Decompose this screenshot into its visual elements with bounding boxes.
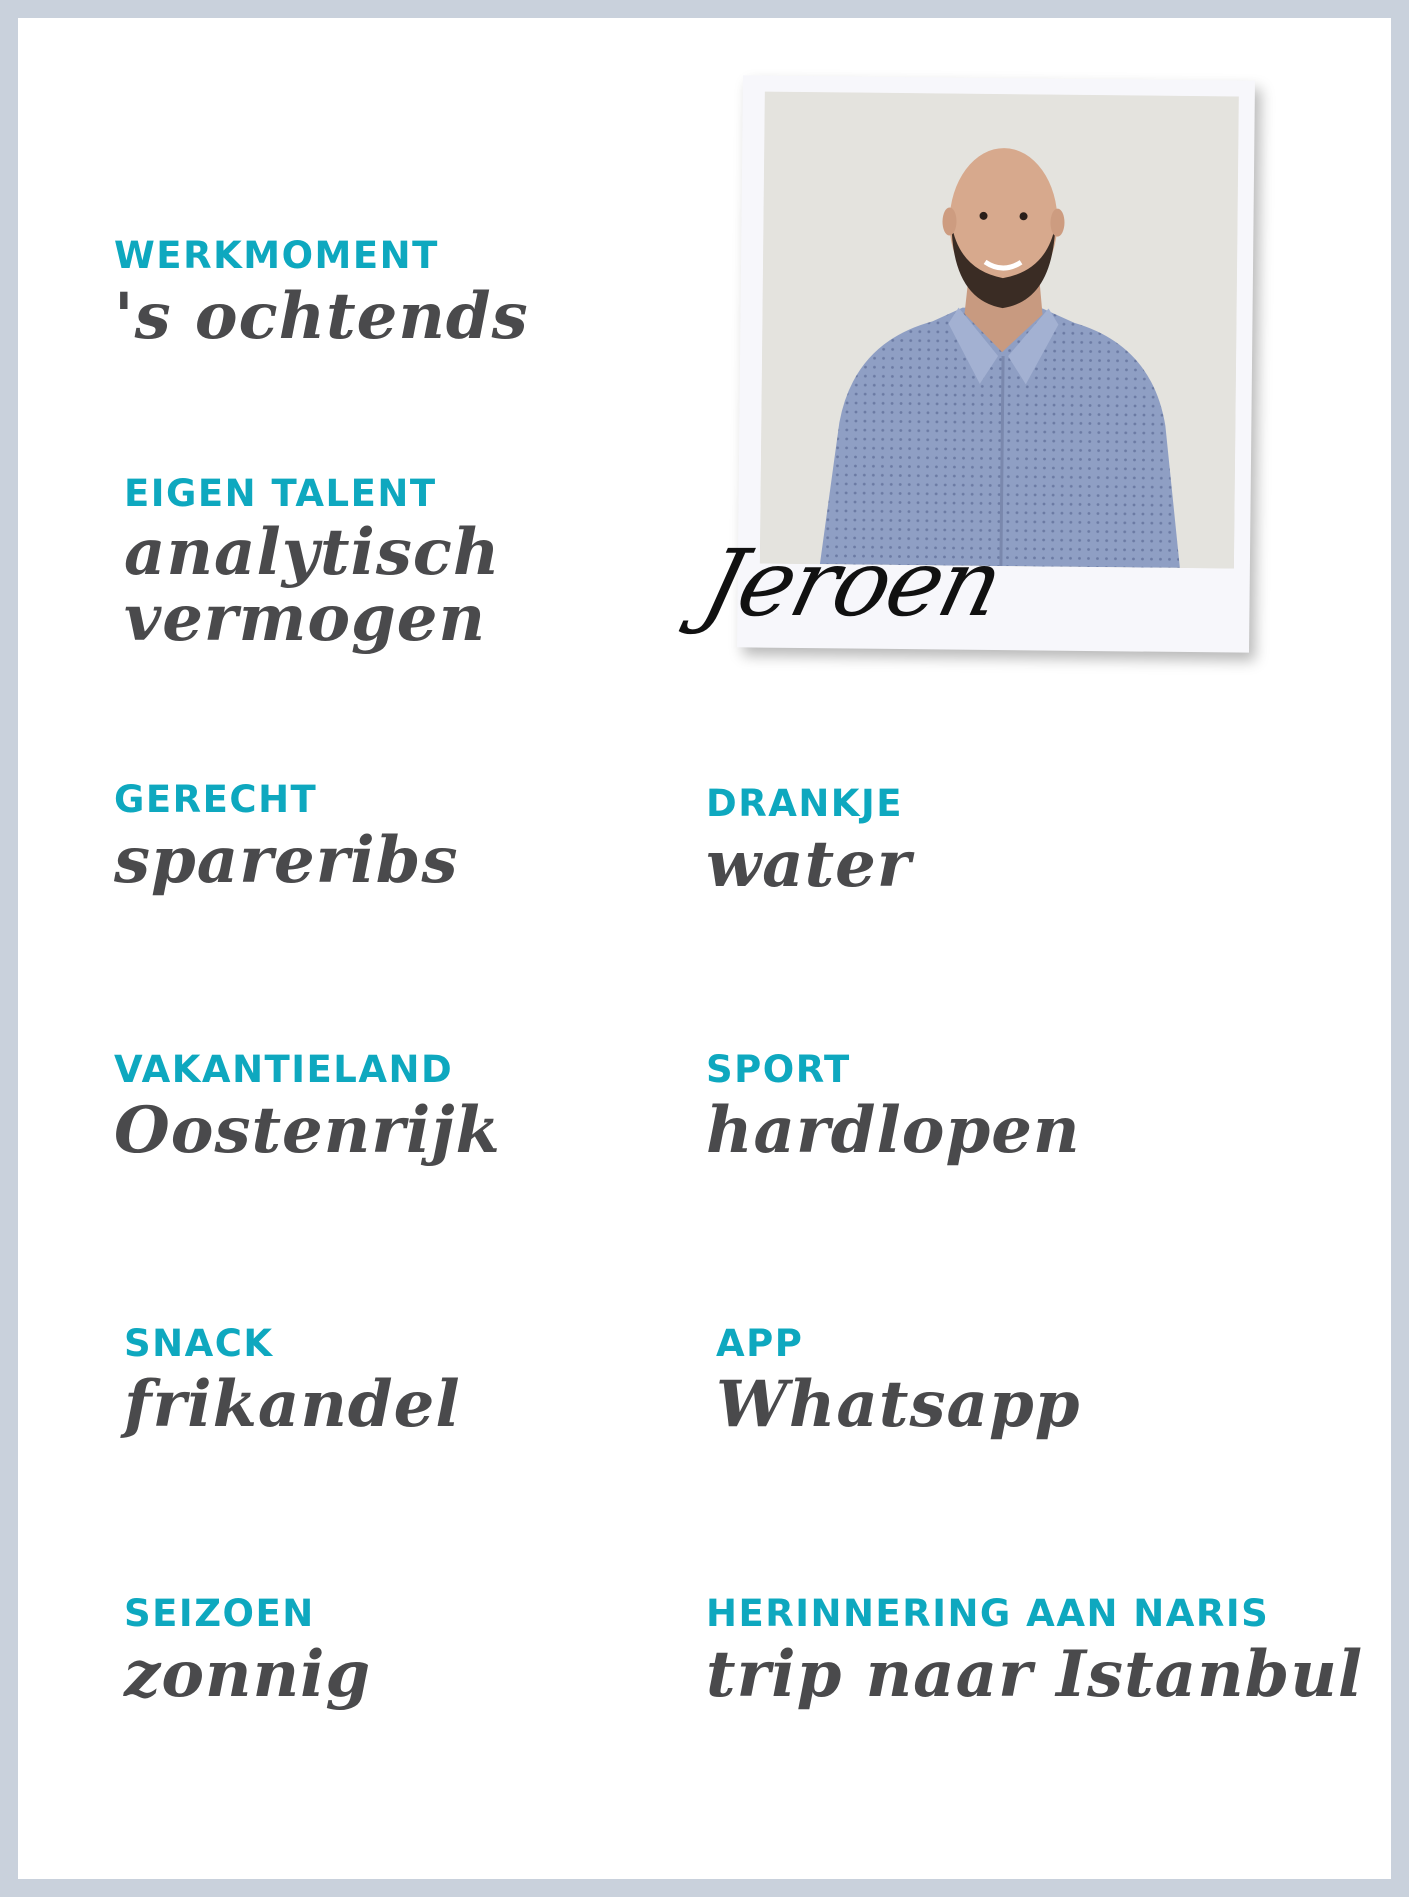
field-werkmoment [114, 234, 529, 352]
field-label: EIGEN TALENT [124, 472, 437, 515]
field-value: water [706, 827, 912, 902]
field-value: spareribs [114, 823, 459, 898]
field-label: GERECHT [114, 778, 318, 821]
field-value: zonnig [124, 1637, 372, 1712]
field-value: frikandel [124, 1367, 461, 1442]
name-signature: Jeroen [692, 530, 1012, 637]
field-gerecht [114, 778, 459, 896]
field-label: APP [716, 1322, 804, 1365]
field-app [716, 1322, 1080, 1440]
field-value: hardlopen [706, 1093, 1081, 1168]
field-label: VAKANTIELAND [114, 1048, 454, 1091]
field-value: 's ochtends [114, 279, 529, 354]
field-label: DRANKJE [706, 782, 904, 825]
field-sport [706, 1048, 1080, 1166]
person-photo-icon [760, 92, 1239, 569]
field-value: Oostenrijk [114, 1093, 501, 1168]
field-label: SEIZOEN [124, 1592, 315, 1635]
field-drankje [706, 782, 912, 900]
field-seizoen [124, 1592, 371, 1710]
field-snack [124, 1322, 461, 1440]
field-value: Whatsapp [716, 1367, 1081, 1442]
field-value: analytisch vermogen [124, 515, 501, 656]
field-eigen-talent [124, 472, 501, 656]
field-herinnering [706, 1592, 1363, 1710]
field-value: trip naar Istanbul [706, 1637, 1364, 1712]
field-label: SPORT [706, 1048, 851, 1091]
field-label: WERKMOMENT [114, 234, 439, 277]
field-label: SNACK [124, 1322, 274, 1365]
field-label: HERINNERING AAN NARIS [706, 1592, 1270, 1635]
field-vakantieland [114, 1048, 501, 1166]
